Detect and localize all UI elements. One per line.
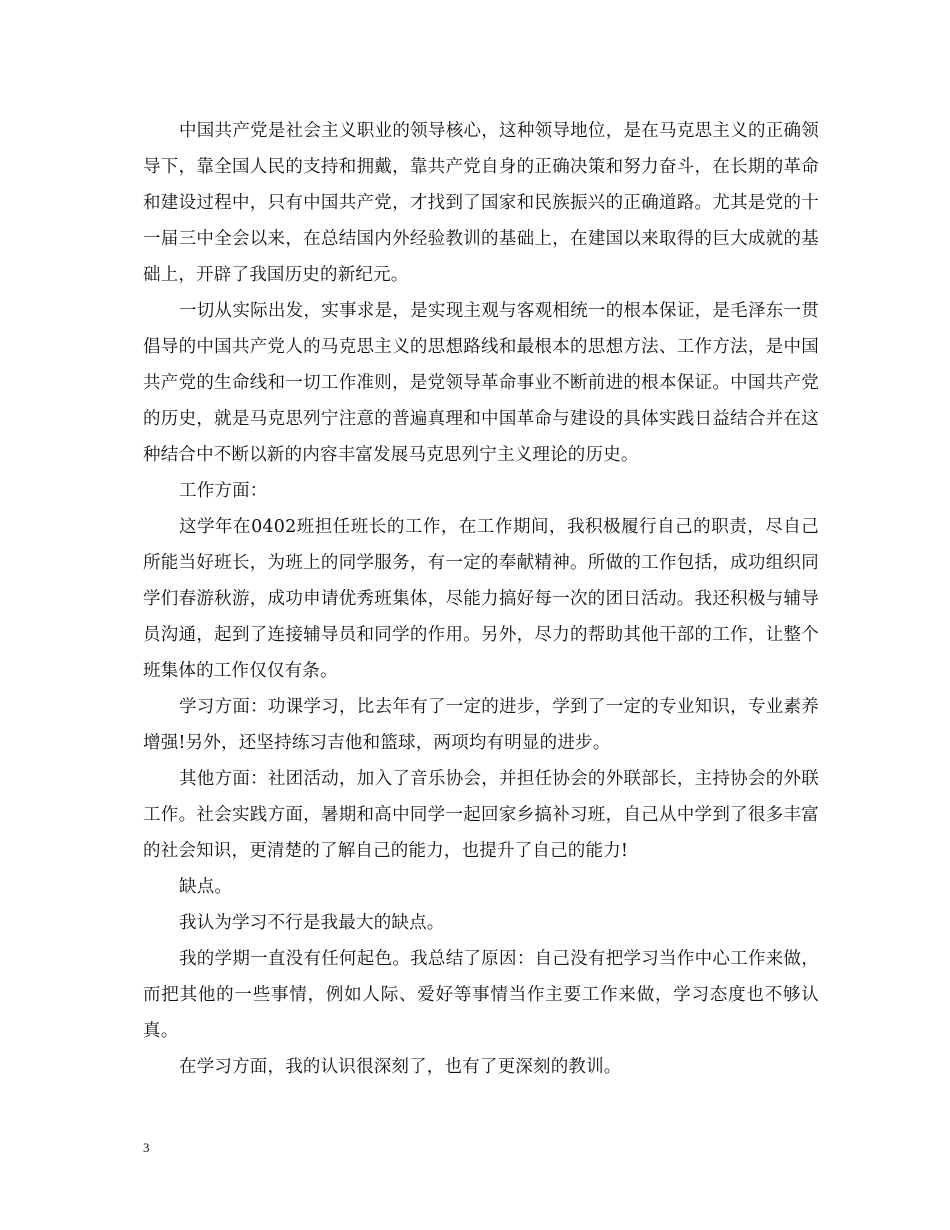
heading-shortcomings: 缺点。 bbox=[179, 877, 233, 897]
heading-work-aspect: 工作方面： bbox=[179, 481, 268, 501]
paragraph-other-aspect: 其他方面：社团活动，加入了音乐协会，并担任协会的外联部长，主持协会的外联工作。社会实践方面，暑期和高中同学一起回家乡搞补习班，自己从中学到了很多丰富的社会知识，更清楚的了解自己的能力，也提升了自己的能力! bbox=[143, 769, 819, 861]
paragraph-biggest-shortcoming: 我认为学习不行是我最大的缺点。 bbox=[179, 913, 445, 933]
paragraph-study-aspect: 学习方面：功课学习，比去年有了一定的进步，学到了一定的专业知识，专业素养增强!另外，还坚持练习吉他和篮球，两项均有明显的进步。 bbox=[143, 697, 819, 753]
paragraph-lesson: 在学习方面，我的认识很深刻了，也有了更深刻的教训。 bbox=[179, 1057, 622, 1077]
page-number: 3 bbox=[143, 1140, 150, 1155]
paragraph-reasons: 我的学期一直没有任何起色。我总结了原因：自己没有把学习当作中心工作来做，而把其他的一些事情，例如人际、爱好等事情当作主要工作来做，学习态度也不够认真。 bbox=[143, 949, 819, 1041]
document-body bbox=[143, 113, 819, 1085]
paragraph-party-leadership: 中国共产党是社会主义职业的领导核心，这种领导地位，是在马克思主义的正确领导下，靠全国人民的支持和拥戴，靠共产党自身的正确决策和努力奋斗，在长期的革命和建设过程中，只有中国共产党，才找到了国家和民族振兴的正确道路。尤其是党的十一届三中全会以来，在总结国内外经验教训的基础上，在建国以来取得的巨大成就的基础上，开辟了我国历史的新纪元。 bbox=[143, 121, 819, 285]
paragraph-monitor-work: 这学年在0402班担任班长的工作，在工作期间，我积极履行自己的职责，尽自己所能当好班长，为班上的同学服务，有一定的奉献精神。所做的工作包括，成功组织同学们春游秋游，成功申请优秀班集体，尽能力搞好每一次的团日活动。我还积极与辅导员沟通，起到了连接辅导员和同学的作用。另外，尽力的帮助其他干部的工作，让整个班集体的工作仅仅有条。 bbox=[143, 517, 819, 681]
paragraph-seek-truth: 一切从实际出发，实事求是，是实现主观与客观相统一的根本保证，是毛泽东一贯倡导的中国共产党人的马克思主义的思想路线和最根本的思想方法、工作方法，是中国共产党的生命线和一切工作准则，是党领导革命事业不断前进的根本保证。中国共产党的历史，就是马克思列宁注意的普遍真理和中国革命与建设的具体实践日益结合并在这种结合中不断以新的内容丰富发展马克思列宁主义理论的历史。 bbox=[143, 301, 819, 465]
